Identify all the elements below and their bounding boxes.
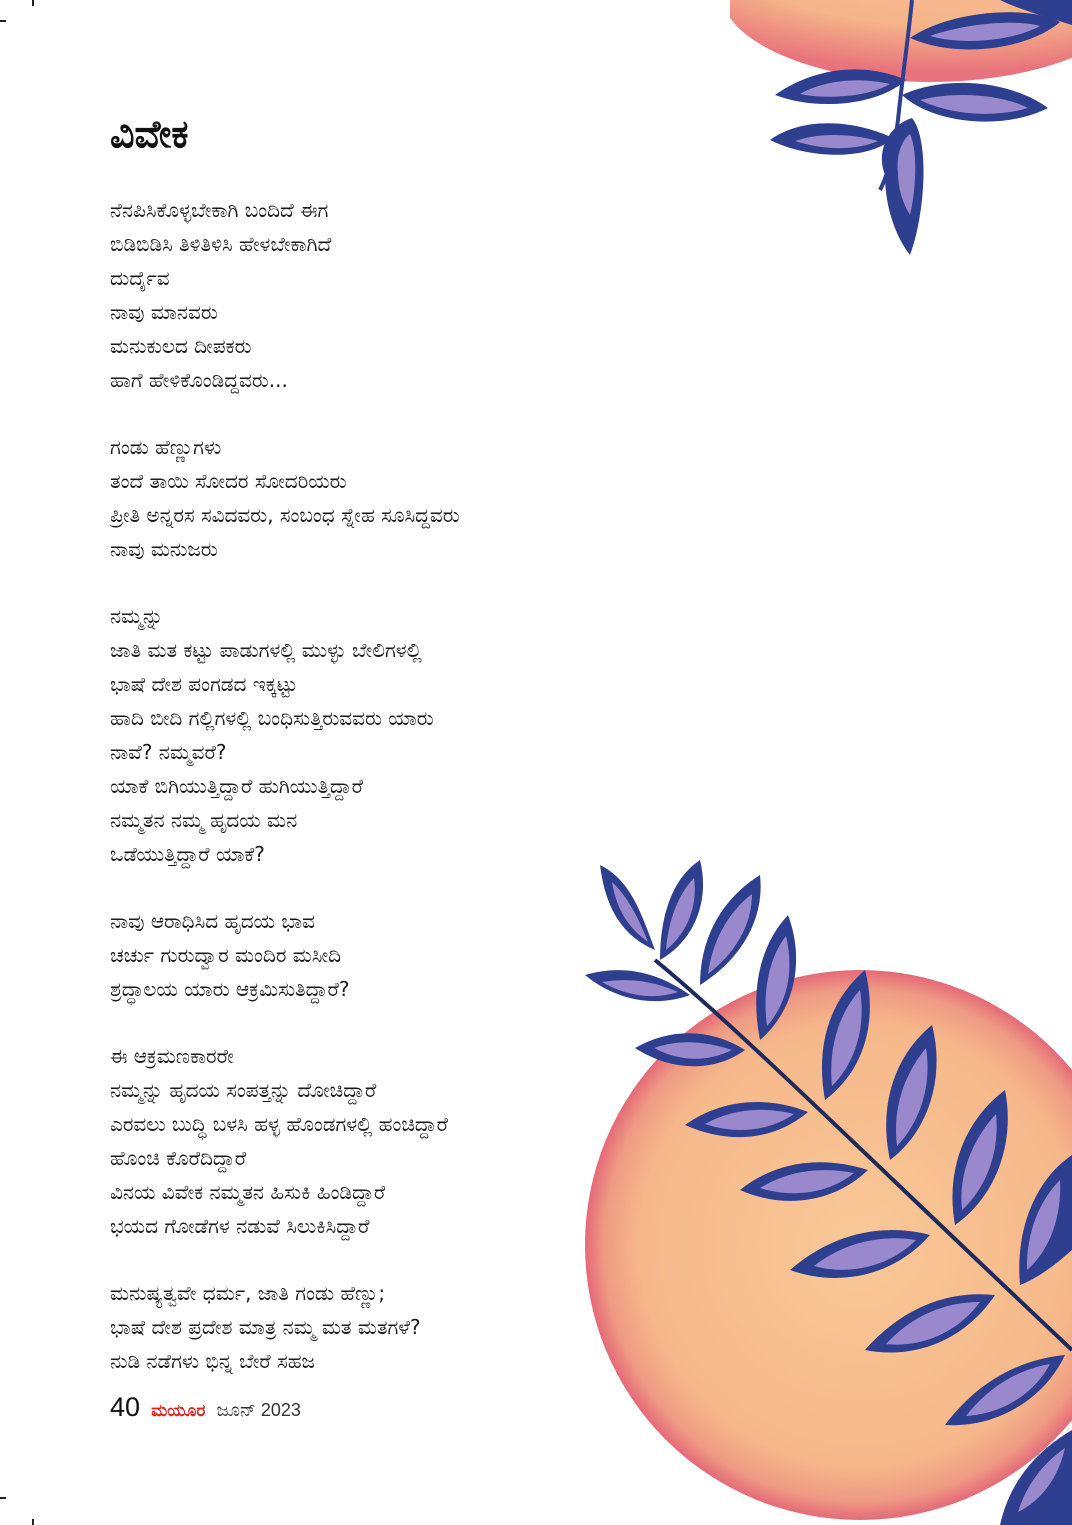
magazine-name: ಮಯೂರ (151, 1401, 206, 1421)
poem-line: ಹಾದಿ ಬೀದಿ ಗಲ್ಲಿಗಳಲ್ಲಿ ಬಂಧಿಸುತ್ತಿರುವವರು ಯಾರು (110, 706, 434, 730)
poem-line: ಭಾಷೆ ದೇಶ ಪಂಗಡದ ಇಕ್ಕಟ್ಟು (110, 672, 298, 696)
crop-mark (0, 20, 6, 22)
poem-line: ಭಾಷೆ ದೇಶ ಪ್ರದೇಶ ಮಾತ್ರ ನಮ್ಮ ಮತ ಮತಗಳೆ? (110, 1315, 421, 1339)
poem-line: ಬಿಡಿಬಿಡಿಸಿ ತಿಳಿತಿಳಿಸಿ ಹೇಳಬೇಕಾಗಿದೆ (110, 232, 332, 256)
stanza (110, 904, 630, 1006)
poem-line: ನಾವು ಆರಾಧಿಸಿದ ಹೃದಯ ಭಾವ (110, 909, 315, 933)
poem-title: ವಿವೇಕ (110, 112, 189, 156)
poem-line: ನಾವು ಮನುಜರು (110, 537, 218, 561)
poem-line: ಶ್ರದ್ಧಾಲಯ ಯಾರು ಆಕ್ರಮಿಸುತಿದ್ದಾರೆ? (110, 977, 350, 1001)
poem-line: ನಮ್ಮನ್ನು (110, 604, 164, 628)
crop-mark (0, 1497, 6, 1499)
poem-line: ಎರವಲು ಬುದ್ಧಿ ಬಳಸಿ ಹಳ್ಳ ಹೊಂಡಗಳಲ್ಲಿ ಹಂಚಿದ್ದಾರೆ (110, 1112, 448, 1136)
stanza (110, 1039, 630, 1243)
page-number: 40 (110, 1392, 141, 1422)
stanza (110, 1276, 630, 1378)
leaf-branch-illustration-bottom (560, 850, 1072, 1525)
stanza (110, 599, 630, 871)
poem-line: ಈ ಆಕ್ರಮಣಕಾರರೇ (110, 1044, 234, 1068)
poem-line: ವಿನಯ ವಿವೇಕ ನಮ್ಮತನ ಹಿಸುಕಿ ಹಿಂಡಿದ್ದಾರೆ (110, 1180, 386, 1204)
crop-mark (32, 1519, 34, 1525)
poem-line: ಪ್ರೀತಿ ಅನ್ನರಸ ಸವಿದವರು, ಸಂಬಂಧ ಸ್ನೇಹ ಸೂಸಿದ್ದವರು (110, 503, 460, 527)
poem-line: ಮನುಕುಲದ ದೀಪಕರು (110, 334, 252, 358)
poem-line: ನುಡಿ ನಡೆಗಳು ಭಿನ್ನ ಬೇರೆ ಸಹಜ (110, 1349, 315, 1373)
poem-line: ನಾವೆ? ನಮ್ಮವರೆ? (110, 740, 227, 764)
poem-line: ನೆನಪಿಸಿಕೊಳ್ಳಬೇಕಾಗಿ ಬಂದಿದೆ ಈಗ (110, 198, 329, 222)
poem-line: ದುರ್ದೈವ (110, 266, 170, 290)
crop-mark (32, 0, 34, 6)
poem-line: ಮನುಷ್ಯತ್ವವೇ ಧರ್ಮ, ಜಾತಿ ಗಂಡು ಹೆಣ್ಣು; (110, 1281, 386, 1305)
stanza (110, 430, 630, 566)
poem-line: ಹೊಂಚಿ ಕೊರೆದಿದ್ದಾರೆ (110, 1146, 247, 1170)
poem-line: ಚರ್ಚು ಗುರುದ್ವಾರ ಮಂದಿರ ಮಸೀದಿ (110, 943, 342, 967)
poem-line: ತಂದೆ ತಾಯಿ ಸೋದರ ಸೋದರಿಯರು (110, 469, 347, 493)
poem-line: ನಮ್ಮತನ ನಮ್ಮ ಹೃದಯ ಮನ (110, 808, 298, 832)
poem-line: ನಮ್ಮನ್ನು ಹೃದಯ ಸಂಪತ್ತನ್ನು ದೋಚಿದ್ದಾರೆ (110, 1078, 377, 1102)
poem-line: ಗಂಡು ಹೆಣ್ಣುಗಳು (110, 435, 222, 459)
issue-date: ಜೂನ್ 2023 (216, 1400, 301, 1420)
poem-line: ಹಾಗೆ ಹೇಳಿಕೊಂಡಿದ್ದವರು... (110, 368, 288, 392)
poem-body (110, 193, 630, 1411)
leaf-branch-illustration-top (730, 0, 1072, 270)
poem-line: ಒಡೆಯುತ್ತಿದ್ದಾರೆ ಯಾಕೆ? (110, 842, 265, 866)
poem-line: ಯಾಕೆ ಬಿಗಿಯುತ್ತಿದ್ದಾರೆ ಹುಗಿಯುತ್ತಿದ್ದಾರೆ (110, 774, 364, 798)
stanza (110, 193, 630, 397)
poem-line: ಜಾತಿ ಮತ ಕಟ್ಟು ಪಾಡುಗಳಲ್ಲಿ ಮುಳ್ಳು ಬೇಲಿಗಳಲ್ಲಿ (110, 638, 422, 662)
poem-line: ಭಯದ ಗೋಡೆಗಳ ನಡುವೆ ಸಿಲುಕಿಸಿದ್ದಾರೆ (110, 1214, 370, 1238)
poem-line: ನಾವು ಮಾನವರು (110, 300, 218, 324)
page-footer (110, 1392, 301, 1423)
